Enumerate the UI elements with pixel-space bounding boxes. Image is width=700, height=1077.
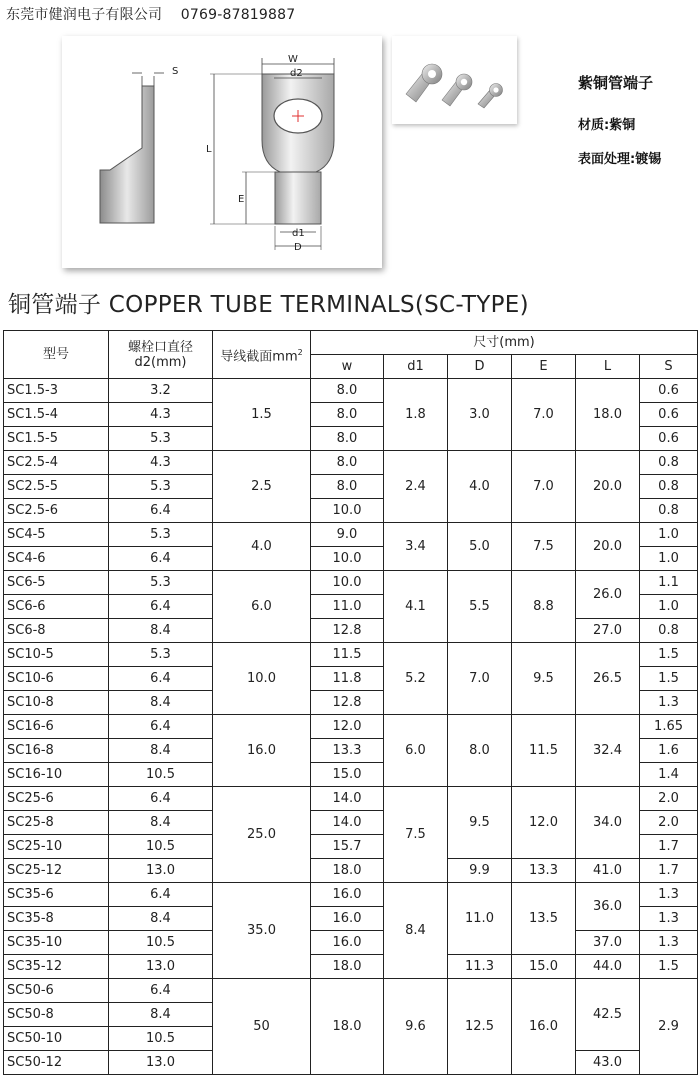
cell-model: SC16-8 [4,739,109,763]
table-row [4,619,698,643]
cell-d: 7.0 [448,643,512,715]
cell-w: 14.0 [311,811,384,835]
spec-table [3,330,698,1075]
header-wire-sup: 2 [297,347,303,357]
header-l: L [576,355,640,379]
cell-s: 0.8 [640,499,698,523]
cell-s: 1.7 [640,859,698,883]
cell-d1: 4.1 [384,571,448,643]
cell-model: SC10-5 [4,643,109,667]
cell-model: SC1.5-4 [4,403,109,427]
cell-d: 5.0 [448,523,512,571]
cell-l: 37.0 [576,931,640,955]
cell-s: 1.6 [640,739,698,763]
cell-w: 12.8 [311,691,384,715]
cell-d2: 6.4 [109,595,213,619]
cell-model: SC16-6 [4,715,109,739]
cell-s: 1.7 [640,835,698,859]
cell-d2: 5.3 [109,523,213,547]
cell-model: SC25-8 [4,811,109,835]
cell-w: 10.0 [311,499,384,523]
cell-model: SC35-8 [4,907,109,931]
table-row [4,859,698,883]
cell-d2: 5.3 [109,571,213,595]
header-w: w [311,355,384,379]
cell-e: 16.0 [512,979,576,1075]
cell-e: 7.5 [512,523,576,571]
cell-model: SC16-10 [4,763,109,787]
cell-w: 8.0 [311,379,384,403]
cell-d2: 6.4 [109,787,213,811]
cell-w: 15.7 [311,835,384,859]
cell-model: SC50-12 [4,1051,109,1075]
cell-d: 4.0 [448,451,512,523]
cell-l: 34.0 [576,787,640,859]
cell-d2: 10.5 [109,1027,213,1051]
cell-s: 1.3 [640,907,698,931]
cell-d1: 9.6 [384,979,448,1075]
cell-w: 8.0 [311,475,384,499]
cell-w: 11.5 [311,643,384,667]
product-material: 材质:紫铜 [578,118,636,133]
cell-l: 44.0 [576,955,640,979]
product-surface: 表面处理:镀锡 [578,152,662,167]
cell-s: 1.3 [640,691,698,715]
cell-w: 12.8 [311,619,384,643]
technical-drawing [62,36,382,268]
lug-tube [275,172,321,224]
product-photo [392,36,517,124]
cell-wire: 35.0 [213,883,311,979]
cell-d2: 6.4 [109,499,213,523]
cell-w: 8.0 [311,427,384,451]
cell-w: 12.0 [311,715,384,739]
table-row [4,931,698,955]
cell-l: 26.5 [576,643,640,715]
cell-s: 2.9 [640,979,698,1075]
cell-l: 42.5 [576,979,640,1051]
cell-model: SC10-8 [4,691,109,715]
cell-d2: 8.4 [109,691,213,715]
table-row [4,787,698,811]
cell-wire: 50 [213,979,311,1075]
cell-s: 1.3 [640,931,698,955]
terminal-dimension-drawing [62,36,382,268]
cell-e: 13.3 [512,859,576,883]
cell-model: SC25-12 [4,859,109,883]
cell-model: SC6-5 [4,571,109,595]
cell-model: SC1.5-3 [4,379,109,403]
cell-s: 2.0 [640,811,698,835]
company-header: 东莞市健润电子有限公司 0769-87819887 [6,7,296,23]
cell-d1: 1.8 [384,379,448,451]
cell-s: 1.3 [640,883,698,907]
cell-d2: 10.5 [109,835,213,859]
header-wire [213,331,311,379]
cell-s: 1.65 [640,715,698,739]
cell-d: 9.9 [448,859,512,883]
cell-model: SC50-10 [4,1027,109,1051]
cell-w: 15.0 [311,763,384,787]
cell-wire: 1.5 [213,379,311,451]
table-row [4,955,698,979]
cell-s: 1.5 [640,667,698,691]
cell-d2: 6.4 [109,715,213,739]
cell-w: 16.0 [311,907,384,931]
cell-l: 20.0 [576,451,640,523]
cell-e: 12.0 [512,787,576,859]
cell-d: 8.0 [448,715,512,787]
cell-d2: 5.3 [109,427,213,451]
cell-d: 11.0 [448,883,512,955]
cell-model: SC2.5-4 [4,451,109,475]
cell-w: 18.0 [311,955,384,979]
terminal-small [478,84,503,109]
cell-d2: 10.5 [109,931,213,955]
cell-d2: 5.3 [109,475,213,499]
dim-l-label: L [206,144,212,155]
cell-model: SC50-6 [4,979,109,1003]
dim-d1-label: d1 [292,228,305,239]
cell-d2: 5.3 [109,643,213,667]
cell-d1: 8.4 [384,883,448,979]
cell-model: SC4-6 [4,547,109,571]
cell-s: 0.8 [640,619,698,643]
dim-e-label: E [238,194,245,205]
cell-model: SC35-10 [4,931,109,955]
side-view-shape [100,86,154,223]
header-model: 型号 [4,331,109,379]
cell-model: SC25-10 [4,835,109,859]
cell-d2: 13.0 [109,1051,213,1075]
dim-w-label: W [288,54,298,65]
header-s: S [640,355,698,379]
cell-e: 11.5 [512,715,576,787]
cell-l: 20.0 [576,523,640,571]
cell-s: 1.1 [640,571,698,595]
cell-l: 43.0 [576,1051,640,1075]
cell-w: 18.0 [311,979,384,1075]
cell-l: 18.0 [576,379,640,451]
cell-l: 41.0 [576,859,640,883]
cell-d: 9.5 [448,787,512,859]
header-d: D [448,355,512,379]
cell-d1: 5.2 [384,643,448,715]
cell-d2: 8.4 [109,1003,213,1027]
dim-d2-label: d2 [290,68,303,79]
cell-d2: 6.4 [109,883,213,907]
header-d1: d1 [384,355,448,379]
cell-model: SC6-6 [4,595,109,619]
cell-d2: 3.2 [109,379,213,403]
cell-s: 1.4 [640,763,698,787]
cell-w: 18.0 [311,859,384,883]
cell-d2: 8.4 [109,811,213,835]
terminal-photo-illustration [392,36,517,124]
cell-s: 2.0 [640,787,698,811]
cell-d: 12.5 [448,979,512,1075]
cell-s: 0.6 [640,403,698,427]
cell-w: 11.8 [311,667,384,691]
cell-d2: 6.4 [109,547,213,571]
cell-s: 1.5 [640,955,698,979]
cell-s: 0.6 [640,379,698,403]
page-title: 铜管端子 COPPER TUBE TERMINALS(SC-TYPE) [8,292,529,318]
cell-d1: 7.5 [384,787,448,883]
cell-e: 13.5 [512,883,576,955]
cell-d1: 6.0 [384,715,448,787]
table-row [4,523,698,547]
table-row [4,571,698,595]
cell-wire: 16.0 [213,715,311,787]
cell-model: SC50-8 [4,1003,109,1027]
header-size: 尺寸(mm) [311,331,698,355]
cell-model: SC2.5-5 [4,475,109,499]
cell-l: 32.4 [576,715,640,787]
header-bolt-line2: d2(mm) [134,354,187,370]
cell-w: 14.0 [311,787,384,811]
cell-w: 13.3 [311,739,384,763]
header-wire-text: 导线截面mm [220,349,298,365]
cell-d2: 8.4 [109,907,213,931]
cell-e: 9.5 [512,643,576,715]
header-bolt [109,331,213,379]
cell-s: 0.8 [640,451,698,475]
cell-d1: 3.4 [384,523,448,571]
cell-w: 10.0 [311,571,384,595]
cell-s: 1.0 [640,595,698,619]
cell-wire: 6.0 [213,571,311,643]
cell-d2: 8.4 [109,619,213,643]
cell-w: 16.0 [311,883,384,907]
cell-wire: 4.0 [213,523,311,571]
cell-model: SC4-5 [4,523,109,547]
cell-model: SC2.5-6 [4,499,109,523]
product-name: 紫铜管端子 [578,74,654,92]
cell-d: 3.0 [448,379,512,451]
cell-d: 5.5 [448,571,512,643]
cell-w: 16.0 [311,931,384,955]
cell-w: 9.0 [311,523,384,547]
cell-model: SC6-8 [4,619,109,643]
terminal-large [406,64,442,102]
cell-d2: 13.0 [109,955,213,979]
cell-s: 1.0 [640,523,698,547]
table-row [4,979,698,1003]
cell-d2: 8.4 [109,739,213,763]
cell-l: 36.0 [576,883,640,931]
cell-d: 11.3 [448,955,512,979]
cell-l: 26.0 [576,571,640,619]
dim-s-label: S [172,66,179,77]
cell-d2: 10.5 [109,763,213,787]
cell-d1: 2.4 [384,451,448,523]
dim-d-label: D [294,242,302,253]
table-row [4,643,698,667]
cell-wire: 2.5 [213,451,311,523]
terminal-medium [442,74,472,106]
cell-wire: 25.0 [213,787,311,883]
cell-s: 0.6 [640,427,698,451]
cell-wire: 10.0 [213,643,311,715]
cell-s: 1.0 [640,547,698,571]
cell-model: SC25-6 [4,787,109,811]
cell-model: SC1.5-5 [4,427,109,451]
cell-e: 7.0 [512,451,576,523]
cell-model: SC35-12 [4,955,109,979]
cell-d2: 6.4 [109,979,213,1003]
table-row [4,379,698,403]
table-row [4,715,698,739]
cell-d2: 13.0 [109,859,213,883]
cell-s: 0.8 [640,475,698,499]
cell-model: SC35-6 [4,883,109,907]
cell-s: 1.5 [640,643,698,667]
cell-l: 27.0 [576,619,640,643]
table-row [4,451,698,475]
cell-d2: 4.3 [109,451,213,475]
table-row [4,883,698,907]
cell-e: 15.0 [512,955,576,979]
cell-d2: 6.4 [109,667,213,691]
cell-model: SC10-6 [4,667,109,691]
cell-d2: 4.3 [109,403,213,427]
header-e: E [512,355,576,379]
cell-w: 8.0 [311,451,384,475]
cell-w: 10.0 [311,547,384,571]
header-bolt-line1: 螺栓口直径 [127,339,193,355]
cell-e: 7.0 [512,379,576,451]
cell-w: 8.0 [311,403,384,427]
cell-e: 8.8 [512,571,576,643]
cell-w: 11.0 [311,595,384,619]
